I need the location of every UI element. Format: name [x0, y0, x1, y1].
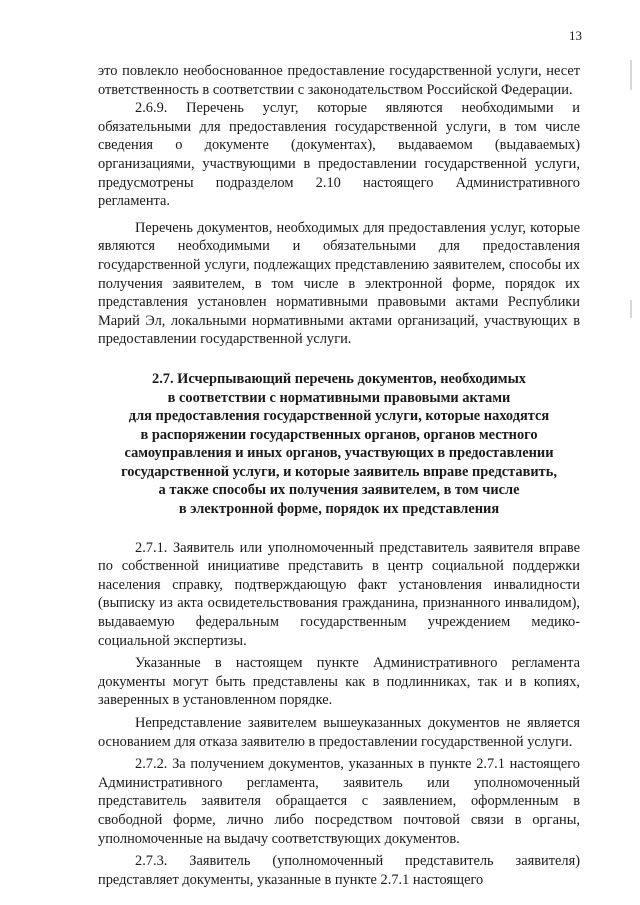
heading-line: в распоряжении государственных органов, органов местного: [140, 426, 538, 443]
paragraph: Указанные в настоящем пункте Административного регламента документы могут быть представлены как в подлинниках, так и в копиях, заверенных в установленном порядке.: [98, 655, 580, 709]
heading-line: а также способы их получения заявителем, в том числе: [158, 482, 520, 499]
scan-edge-mark: [630, 300, 632, 318]
heading-line: в соответствии с нормативными правовыми актами: [167, 389, 511, 406]
paragraph: это повлекло необоснованное предоставление государственной услуги, несет ответственность в соответствии с законодательством Российской Федерации.: [98, 63, 580, 98]
heading-line: 2.7. Исчерпывающий перечень документов, необходимых: [152, 370, 526, 387]
paragraph: 2.6.9. Перечень услуг, которые являются необходимыми и обязательными для предоставления государственной услуги, в том числе сведения о документе (документах), выдаваемом (выдаваемых) организациями, участвующими в предоставлении государственной услуги, предусмотрены подразделом 2.10 настоящего Административного регламента.: [98, 100, 580, 210]
section-heading: [98, 370, 580, 519]
paragraph: 2.7.1. Заявитель или уполномоченный представитель заявителя вправе по собственной инициативе представить в центр социальной поддержки населения справку, подтверждающую факт установления инвалидности (выписку из акта освидетельствования гражданина, признанного инвалидом), выдаваемую федеральным государственным учреждением медико-социальной экспертизы.: [98, 539, 580, 649]
paragraph: 2.7.3. Заявитель (уполномоченный представитель заявителя) представляет документы, указанные в пункте 2.7.1 настоящего: [98, 853, 580, 888]
paragraph: 2.7.2. За получением документов, указанных в пункте 2.7.1 настоящего Административного регламента, заявитель или уполномоченный представитель заявителя обращается с заявлением, оформленным в свободной форме, лично либо посредством почтовой связи в органы, уполномоченные на выдачу соответствующих документов.: [98, 756, 580, 847]
heading-line: государственной услуги, и которые заявитель вправе представить,: [121, 463, 557, 480]
heading-line: для предоставления государственной услуги, которые находятся: [128, 408, 550, 425]
paragraph: Непредставление заявителем вышеуказанных документов не является основанием для отказа заявителю в предоставлении государственной услуги.: [98, 715, 580, 750]
paragraph: Перечень документов, необходимых для предоставления услуг, которые являются необходимыми и обязательными для предоставления государственной услуги, подлежащих представлению заявителем, способы их получения заявителем, в том числе в электронной форме, порядок их представления установлен нормативными правовыми актами Республики Марий Эл, локальными нормативными актами организаций, участвующих в предоставлении государственной услуги.: [98, 219, 580, 348]
document-body: [98, 62, 580, 889]
page-number: 13: [569, 28, 582, 43]
heading-line: самоуправления и иных органов, участвующих в предоставлении: [124, 445, 554, 462]
heading-line: в электронной форме, порядок их представления: [178, 501, 500, 518]
scan-edge-mark: [630, 60, 632, 90]
